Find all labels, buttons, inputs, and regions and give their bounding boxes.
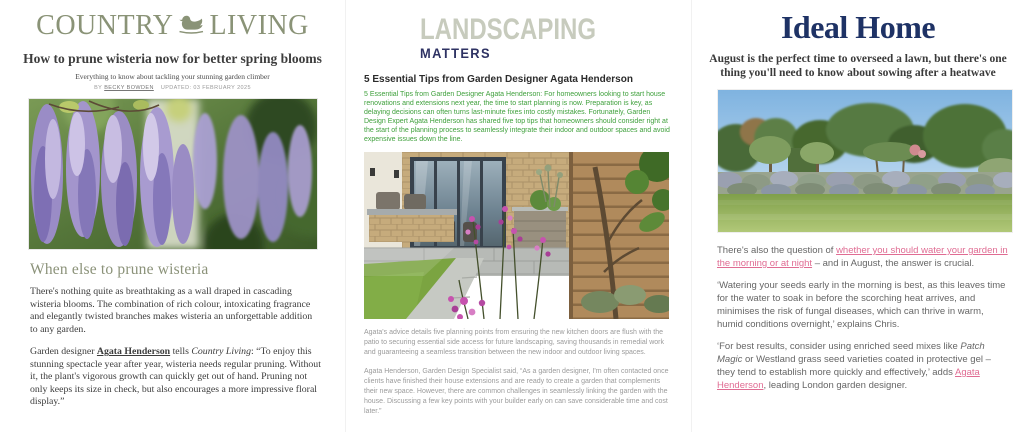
cl-section-heading: When else to prune wisteria bbox=[30, 261, 209, 279]
cl-paragraph-1: There's nothing quite as breathtaking as a wall draped in cascading wisteria blooms. The combination of rich colour, intoxicating fragrance and elegantly twisted branches makes wisteria an unforgettable addition to any garden. bbox=[30, 286, 313, 335]
lm-headline: 5 Essential Tips from Garden Designer Agata Henderson bbox=[364, 74, 633, 85]
ih-p3-mid: or Westland grass seed varieties coated in protective gel – they tend to establish more quickly and effectively,’ adds bbox=[717, 354, 991, 378]
cl-p2-prefix: Garden designer bbox=[30, 346, 97, 358]
article-country-living bbox=[0, 0, 345, 432]
lm-body-paragraph-2: Agata Henderson, Garden Design Specialist said, “As a garden designer, I'm often contacted once clients have finished their house extensions and are ready to create a garden that complements their new space. However, there are common challenges in seamlessly linking the garden with the house. Discussing a few key points with your builder early on can save considerable time and cost later.” bbox=[364, 367, 669, 416]
ih-product-name: Patch Magic bbox=[717, 341, 985, 365]
cl-byline bbox=[0, 85, 345, 91]
cl-publication-name: Country Living bbox=[191, 346, 251, 358]
article-landscaping-matters bbox=[345, 0, 691, 432]
cl-author-link[interactable]: BECKY BOWDEN bbox=[104, 85, 154, 92]
ih-p3-prefix: ‘For best results, consider using enriched seed mixes like bbox=[717, 341, 961, 352]
ih-p1-suffix: – and in August, the answer is crucial. bbox=[812, 258, 975, 269]
cl-byline-by: BY bbox=[94, 85, 103, 92]
landscaping-matters-logo bbox=[420, 15, 691, 62]
ih-watering-link[interactable]: whether you should water your garden in the morning or at night bbox=[717, 245, 1008, 269]
duck-icon bbox=[176, 12, 206, 40]
ih-paragraph-2: ‘Watering your seeds early in the morning is best, as this leaves time for the water to soak in before the scorching heat arrives, and minimises the risk of fungal diseases, which can thrive in warm, humid conditions overnight,’ explains Chris. bbox=[717, 280, 1006, 330]
cl-p2-mid: tells bbox=[170, 346, 192, 358]
logo-text-landscaping: LANDSCAPING bbox=[420, 13, 597, 46]
ih-p1-prefix: There's also the question of bbox=[717, 245, 837, 256]
cl-headline: How to prune wisteria now for better spring blooms bbox=[23, 51, 322, 66]
logo-text-country: COUNTRY bbox=[36, 10, 174, 41]
formal-garden-photo bbox=[717, 89, 1013, 233]
ih-p3-suffix: , leading London garden designer. bbox=[763, 380, 908, 391]
cl-paragraph-2 bbox=[30, 346, 321, 409]
wisteria-photo bbox=[28, 98, 318, 250]
article-ideal-home bbox=[691, 0, 1024, 432]
ideal-home-logo: Ideal Home bbox=[780, 9, 936, 45]
cl-subtitle: Everything to know about tackling your stunning garden climber bbox=[75, 72, 270, 82]
ih-agata-link[interactable]: Agata Henderson bbox=[717, 367, 980, 391]
ih-paragraph-3 bbox=[717, 340, 1010, 392]
cl-updated-date: UPDATED: 03 FEBRUARY 2025 bbox=[160, 85, 251, 92]
lm-body-paragraph-1: Agata's advice details five planning points from ensuring the new kitchen doors are flush with the patio to securing essential side access for future landscaping, saving thousands in remedial work and guaranteeing a seamless transition between the new indoor and outdoor living spaces. bbox=[364, 329, 664, 357]
country-living-logo bbox=[0, 12, 345, 40]
garden-extension-photo bbox=[364, 152, 669, 319]
cl-agata-link[interactable]: Agata Henderson bbox=[96, 346, 171, 358]
logo-text-matters: MATTERS bbox=[420, 45, 491, 61]
logo-text-living: LIVING bbox=[209, 10, 309, 41]
ih-paragraph-1 bbox=[717, 244, 1010, 270]
ih-headline: August is the perfect time to overseed a lawn, but there's one thing you'll need to know about sowing after a heatwave bbox=[709, 53, 1007, 79]
lm-intro-paragraph: 5 Essential Tips from Garden Designer Agata Henderson: For homeowners looking to start house renovations and extensions next year, the time to start planning is now. Preparation is key, as delaying decisions can often turns last-minute fixes into costly mistakes. Fortunately, Garden Design Expert Agata Henderson has shared five top tips that homeowners should consider right at the start of the planning process to seamlessly integrate their indoor and outdoor spaces and avoid expensive issues down the line. bbox=[364, 91, 670, 143]
cl-p2-suffix: : “To enjoy this stunning spectacle year after year, wisteria needs regular pruning. Without it, the plant's vigorous growth can quickly get out of hand. Pruning not only keeps its size in check, but also encourages a more impressive floral display.” bbox=[30, 346, 321, 408]
